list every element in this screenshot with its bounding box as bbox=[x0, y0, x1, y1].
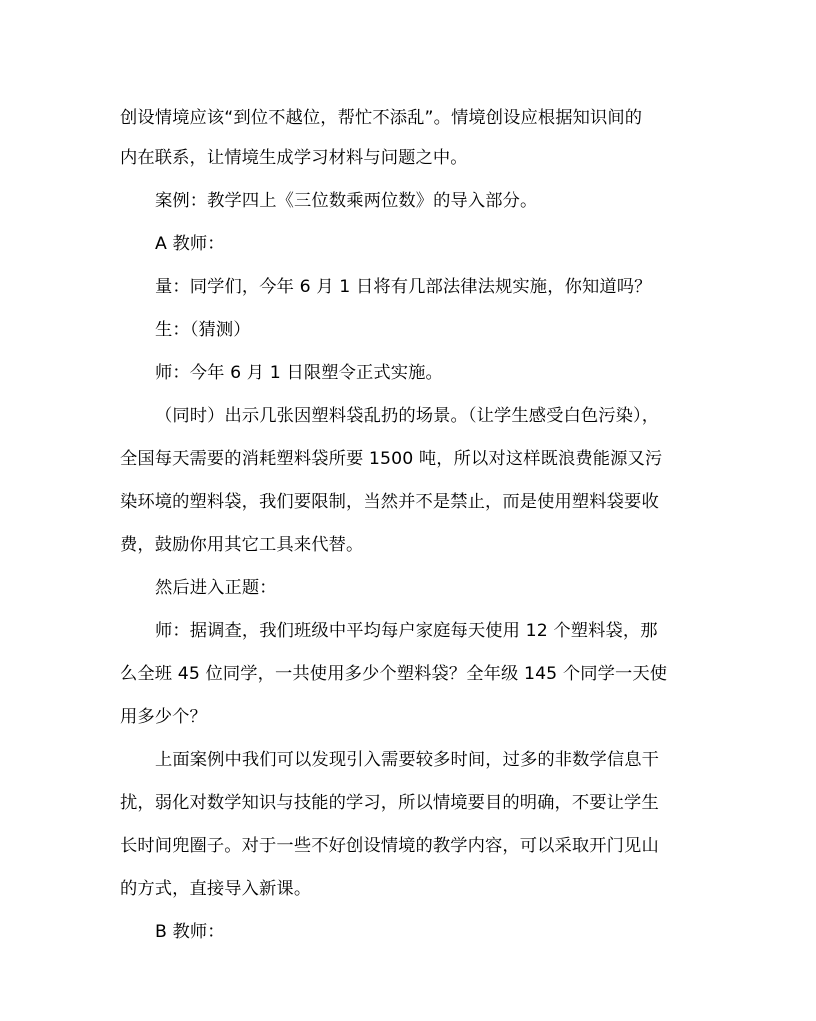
body-line: 创设情境应该“到位不越位，帮忙不添乱”。情境创设应根据知识间的 bbox=[120, 108, 643, 128]
case-heading: 案例：教学四上《三位数乘两位数》的导入部分。 bbox=[155, 191, 538, 211]
dialogue-line: 师：今年 6 月 1 日限塑令正式实施。 bbox=[155, 363, 443, 383]
body-line: 用多少个？ bbox=[120, 707, 207, 727]
body-line: 长时间兜圈子。对于一些不好创设情境的教学内容，可以采取开门见山 bbox=[120, 836, 659, 856]
body-line: 染环境的塑料袋，我们要限制，当然并不是禁止，而是使用塑料袋要收 bbox=[120, 492, 659, 512]
body-line: 内在联系，让情境生成学习材料与问题之中。 bbox=[120, 148, 468, 168]
body-line: 的方式，直接导入新课。 bbox=[120, 879, 312, 899]
body-line: 费，鼓励你用其它工具来代替。 bbox=[120, 535, 364, 555]
body-line: 上面案例中我们可以发现引入需要较多时间，过多的非数学信息干 bbox=[155, 750, 660, 770]
dialogue-line: 量：同学们，今年 6 月 1 日将有几部法律法规实施，你知道吗？ bbox=[155, 277, 652, 297]
body-line: （同时）出示几张因塑料袋乱扔的场景。（让学生感受白色污染）， bbox=[155, 406, 660, 426]
speaker-label-a: A 教师： bbox=[155, 234, 225, 254]
body-line: 然后进入正题： bbox=[155, 578, 277, 598]
body-line: 全国每天需要的消耗塑料袋所要 1500 吨，所以对这样既浪费能源又污 bbox=[120, 449, 663, 469]
dialogue-line: 生：（猜测） bbox=[155, 320, 251, 340]
body-line: 么全班 45 位同学，一共使用多少个塑料袋？全年级 145 个同学一天使 bbox=[120, 664, 668, 684]
dialogue-line: 师：据调查，我们班级中平均每户家庭每天使用 12 个塑料袋，那 bbox=[155, 621, 658, 641]
speaker-label-b: B 教师： bbox=[155, 922, 225, 942]
body-line: 扰，弱化对数学知识与技能的学习，所以情境要目的明确，不要让学生 bbox=[120, 793, 659, 813]
